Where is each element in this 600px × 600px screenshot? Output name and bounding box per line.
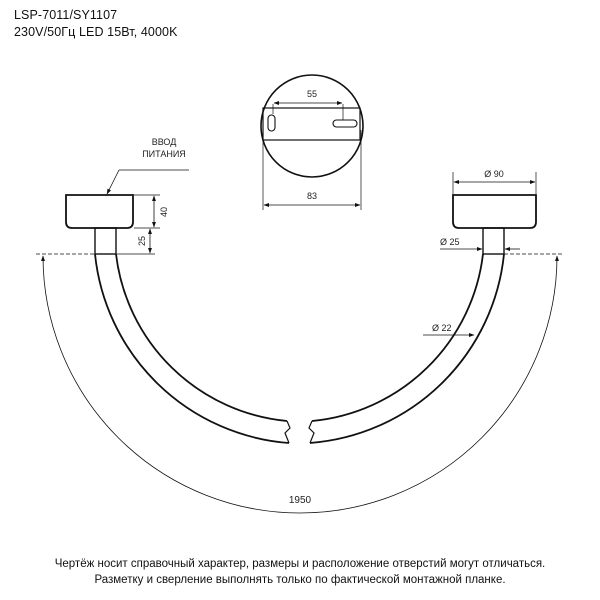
detail-width-label: 83 <box>306 191 318 201</box>
left-canopy <box>66 137 189 254</box>
tube-break-left <box>285 421 290 443</box>
footer-note-line1: Чертёж носит справочный характер, размеры и расположение отверстий могут отличаться. <box>54 558 546 570</box>
tube-left-inner-edge <box>116 254 287 421</box>
canopy-height-label: 40 <box>159 206 169 218</box>
canopy-diameter-label: Ø 90 <box>484 169 504 179</box>
right-canopy <box>440 169 536 254</box>
left-stem <box>95 228 116 254</box>
tube-diameter-label: Ø 22 <box>432 323 452 333</box>
stem-diameter-label: Ø 25 <box>440 237 460 247</box>
mounting-slot-right <box>333 120 357 127</box>
right-canopy-body <box>453 195 536 228</box>
tube-right-inner-edge <box>312 254 483 421</box>
footer-note-line2: Разметку и сверление выполнять только по фактической монтажной планке. <box>94 574 506 586</box>
overall-width-dimension-arc <box>43 256 557 513</box>
stem-length-label: 25 <box>137 235 147 247</box>
power-input-label-line1: ВВОД <box>151 137 177 147</box>
left-canopy-body <box>66 195 133 228</box>
overall-width-label: 1950 <box>288 495 312 506</box>
hole-spacing-label: 55 <box>306 89 318 99</box>
model-number: LSP-7011/SY1107 <box>14 8 118 22</box>
mounting-bracket-detail <box>261 75 363 210</box>
light-tube <box>95 254 504 443</box>
mounting-slot-left <box>268 115 275 131</box>
tube-left-outer-edge <box>95 254 289 443</box>
tube-break-right <box>309 421 314 443</box>
electrical-specs: 230V/50Гц LED 15Вт, 4000K <box>14 25 178 39</box>
power-input-label-line2: ПИТАНИЯ <box>142 149 186 159</box>
tube-right-outer-edge <box>310 254 504 443</box>
right-stem <box>483 228 504 254</box>
mounting-plate <box>263 108 360 140</box>
